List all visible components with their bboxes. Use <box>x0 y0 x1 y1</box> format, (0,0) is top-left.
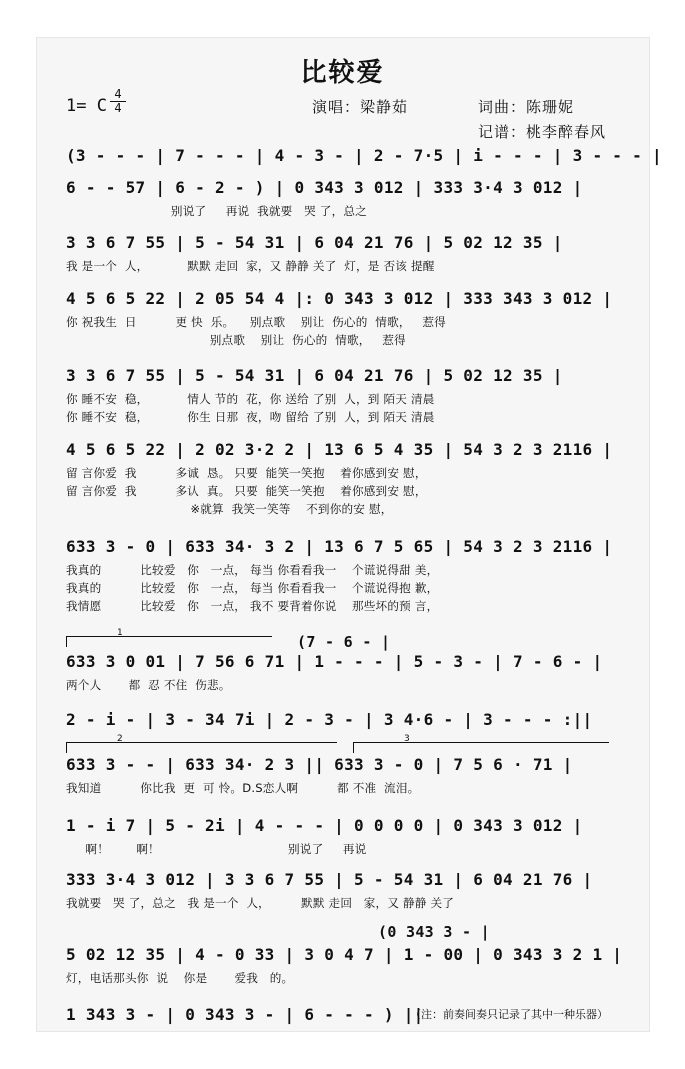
key-signature: 1= C <box>66 96 107 116</box>
volta-bracket-1: 1 <box>66 636 272 647</box>
lyric-line: 我就要 哭 了，总之 我 是一个 人， 默默 走回 家，又 静静 关了 <box>66 896 455 910</box>
lyric-line: 我真的 比较爱 你 一点， 每当 你看看我一 个谎说得甜 美， <box>66 563 439 577</box>
lyric-line: 你 睡不安 稳， 你生 日那 夜，吻 留给 了别 人，到 陌天 清晨 <box>66 410 435 424</box>
lyric-line: 留 言你爱 我 多诚 恳。 只要 能笑一笑抱 着你感到安 慰， <box>66 466 427 480</box>
notation-line: 4 5 6 5 22 | 2 02 3·2 2 | 13 6 5 4 35 | 54 3 2 3 2116 | <box>66 440 613 459</box>
meter-top: 4 <box>114 87 122 101</box>
notation-line: 1 - i 7 | 5 - 2i | 4 - - - | 0 0 0 0 | 0 343 3 012 | <box>66 816 583 835</box>
notation-line: 5 02 12 35 | 4 - 0 33 | 3 0 4 7 | 1 - 00 | 0 343 3 2 1 | <box>66 945 623 964</box>
lyric-line: 别点歌 别让 伤心的 情歌， 惹得 <box>66 333 406 347</box>
notation-line: 1 343 3 - | 0 343 3 - | 6 - - - ) || <box>66 1005 424 1024</box>
singer-credit: 演唱：梁静茹 <box>312 98 409 116</box>
time-signature <box>110 88 126 115</box>
notation-line: (3 - - - | 7 - - - | 4 - 3 - | 2 - 7·5 | i - - - | 3 - - - | <box>66 146 662 165</box>
lyric-line: 我情愿 比较爱 你 一点， 我不 要背着你说 那些坏的预 言， <box>66 599 439 613</box>
volta-bracket-3: 3 <box>353 742 609 753</box>
song-title: 比较爱 <box>300 58 385 88</box>
lyric-line: 留 言你爱 我 多认 真。 只要 能笑一笑抱 着你感到安 慰， <box>66 484 427 498</box>
lyric-line: 啊！ 啊！ 别说了 再说 <box>66 842 367 856</box>
notation-line: 3 3 6 7 55 | 5 - 54 31 | 6 04 21 76 | 5 02 12 35 | <box>66 366 563 385</box>
interlude-cue: (7 - 6 - | <box>297 633 391 651</box>
notation-line: 633 3 - 0 | 633 34· 3 2 | 13 6 7 5 65 | 54 3 2 3 2116 | <box>66 537 613 556</box>
notation-line: 333 3·4 3 012 | 3 3 6 7 55 | 5 - 54 31 | 6 04 21 76 | <box>66 870 593 889</box>
footnote: （注：前奏间奏只记录了其中一种乐器） <box>410 1008 608 1021</box>
notation-line: 6 - - 57 | 6 - 2 - ) | 0 343 3 012 | 333 3·4 3 012 | <box>66 178 583 197</box>
coda-cue: (0 343 3 - | <box>378 923 490 941</box>
lyric-line: 两个人 都 忍 不住 伤悲。 <box>66 678 231 692</box>
lyric-line: 你 祝我生 日 更 快 乐。 别点歌 别让 伤心的 情歌， 惹得 <box>66 315 446 329</box>
composer-credit: 词曲：陈珊妮 <box>478 98 575 116</box>
lyric-line: 灯，电话那头你 说 你是 爱我 的。 <box>66 971 294 985</box>
lyric-line: 别说了 再说 我就要 哭 了，总之 <box>66 204 367 218</box>
lyric-line: ※就算 我笑一笑等 不到你的安 慰， <box>66 502 393 516</box>
volta-bracket-2: 2 <box>66 742 337 753</box>
lyric-line: 你 睡不安 稳， 情人 节的 花，你 送给 了别 人，到 陌天 清晨 <box>66 392 435 406</box>
notation-line: 633 3 0 01 | 7 56 6 71 | 1 - - - | 5 - 3 - | 7 - 6 - | <box>66 652 603 671</box>
transcriber-credit: 记谱：桃李醉春风 <box>478 123 607 141</box>
meter-bottom: 4 <box>114 101 122 115</box>
lyric-line: 我 是一个 人， 默默 走回 家，又 静静 关了 灯，是 否该 提醒 <box>66 259 435 273</box>
notation-line: 3 3 6 7 55 | 5 - 54 31 | 6 04 21 76 | 5 02 12 35 | <box>66 233 563 252</box>
notation-line: 4 5 6 5 22 | 2 05 54 4 |: 0 343 3 012 | 333 343 3 012 | <box>66 289 613 308</box>
lyric-line: 我知道 你比我 更 可 怜。D.S恋人啊 都 不准 流泪。 <box>66 781 420 795</box>
notation-line: 633 3 - - | 633 34· 2 3 || 633 3 - 0 | 7 5 6 · 71 | <box>66 755 573 774</box>
lyric-line: 我真的 比较爱 你 一点， 每当 你看看我一 个谎说得抱 歉， <box>66 581 439 595</box>
notation-line: 2 - i - | 3 - 34 7i | 2 - 3 - | 3 4·6 - | 3 - - - :|| <box>66 710 593 729</box>
